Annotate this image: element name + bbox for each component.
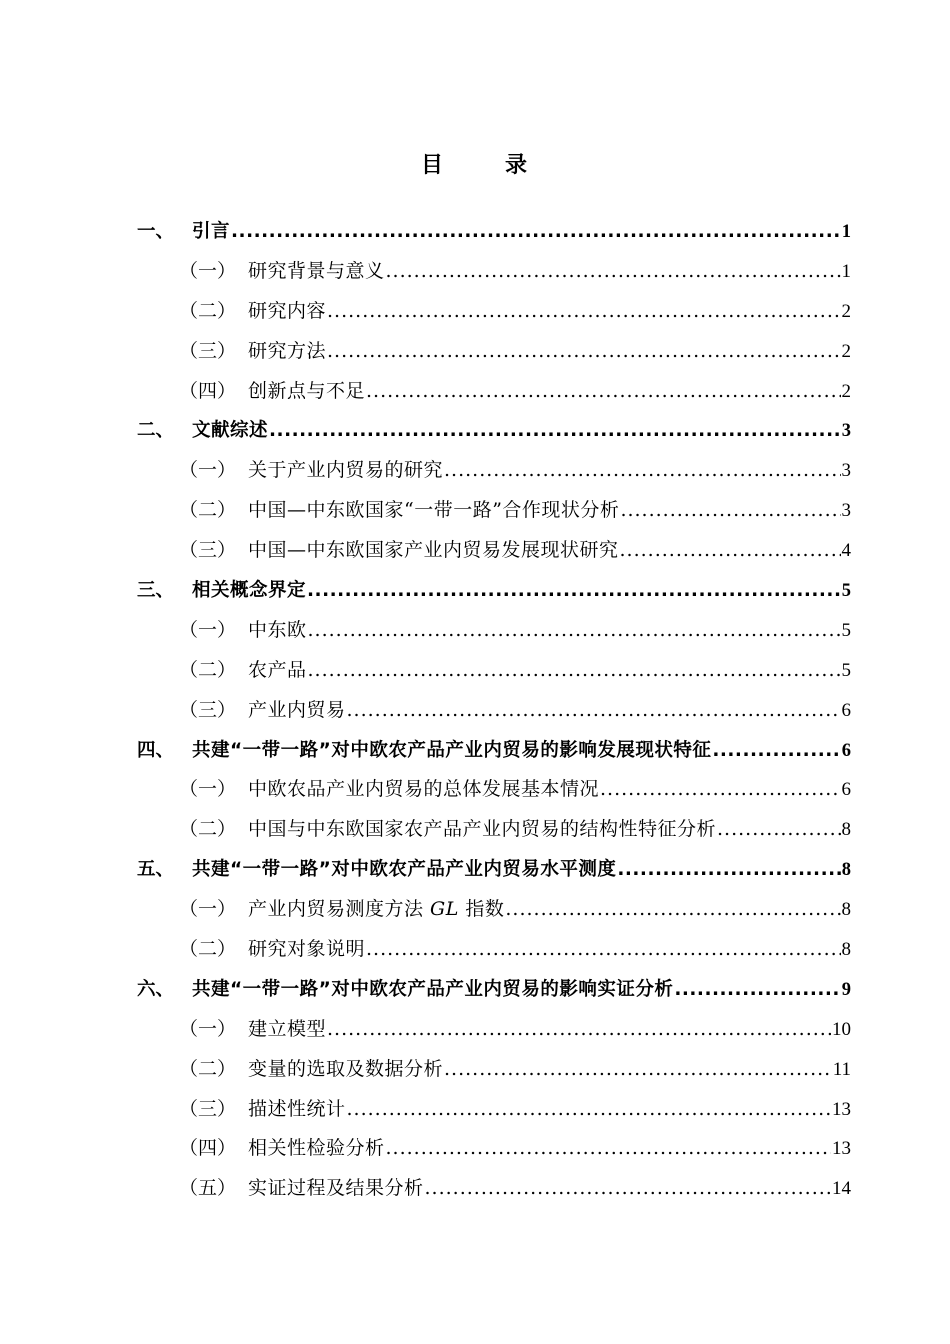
toc-entry-page-number: 5: [841, 619, 851, 641]
toc-entry-page-number: 3: [841, 421, 851, 442]
toc-entry-label: 中国与中东欧国家农产品产业内贸易的结构性特征分析: [248, 818, 717, 841]
toc-entry-label: 中东欧: [248, 618, 307, 641]
dot-leader: [366, 930, 840, 970]
toc-entry-page-number: 8: [841, 939, 851, 961]
toc-entry-page-number: 6: [841, 779, 851, 801]
toc-chapter-entry[interactable]: [137, 731, 851, 771]
toc-entry-page-number: 6: [841, 740, 851, 761]
toc-entry-page-number: 1: [841, 260, 851, 282]
toc-entry-label: 中国—中东欧国家产业内贸易发展现状研究: [248, 539, 619, 562]
toc-entry-number: （三）: [179, 339, 237, 362]
toc-entry-page-number: 11: [832, 1058, 851, 1080]
dot-leader: [444, 1050, 832, 1090]
dot-leader: [308, 611, 841, 651]
dot-leader: [717, 810, 840, 850]
toc-entry-page-number: 8: [841, 819, 851, 841]
dot-leader: [620, 491, 840, 531]
dot-leader: [347, 1090, 831, 1130]
toc-section-entry[interactable]: [137, 810, 851, 850]
toc-entry-page-number: 14: [832, 1178, 851, 1200]
toc-entry-label: 农产品: [248, 658, 307, 681]
toc-section-entry[interactable]: [137, 890, 851, 930]
toc-section-entry[interactable]: [137, 1050, 851, 1090]
toc-entry-page-number: 2: [841, 340, 851, 362]
toc-entry-page-number: 4: [841, 540, 851, 562]
toc-entry-number: （一）: [179, 778, 237, 801]
dot-leader: [712, 731, 840, 771]
toc-section-entry[interactable]: [137, 1169, 851, 1209]
toc-entry-label: 文献综述: [192, 420, 269, 442]
toc-entry-label: 实证过程及结果分析: [248, 1177, 424, 1200]
toc-chapter-entry[interactable]: [137, 970, 851, 1010]
toc-section-entry[interactable]: [137, 491, 851, 531]
dot-leader: [386, 1129, 831, 1169]
toc-section-entry[interactable]: [137, 252, 851, 292]
toc-section-entry[interactable]: [137, 1129, 851, 1169]
toc-entry-number: （一）: [179, 1017, 237, 1040]
toc-entry-page-number: 5: [841, 659, 851, 681]
toc-entry-number: 三、: [137, 580, 175, 602]
dot-leader: [327, 1010, 831, 1050]
toc-section-entry[interactable]: [137, 1090, 851, 1130]
dot-leader: [307, 571, 841, 611]
toc-entry-page-number: 6: [841, 699, 851, 721]
toc-section-entry[interactable]: [137, 770, 851, 810]
toc-entry-number: （二）: [179, 938, 237, 961]
toc-entry-label: 研究对象说明: [248, 938, 366, 961]
dot-leader: [600, 770, 840, 810]
toc-entry-label: 中欧农品产业内贸易的总体发展基本情况: [248, 778, 600, 801]
toc-entry-page-number: 2: [841, 380, 851, 402]
toc-entry-number: （二）: [179, 499, 237, 522]
dot-leader: [444, 451, 840, 491]
dot-leader: [674, 970, 840, 1010]
dot-leader: [425, 1169, 831, 1209]
toc-entry-number: （三）: [179, 698, 237, 721]
toc-entry-label: 共建“一带一路”对中欧农产品产业内贸易水平测度: [192, 859, 617, 881]
toc-entry-number: （二）: [179, 1057, 237, 1080]
toc-chapter-entry[interactable]: [137, 850, 851, 890]
toc-entry-number: （一）: [179, 459, 237, 482]
toc-section-entry[interactable]: [137, 691, 851, 731]
toc-entry-label: 引言: [192, 221, 231, 242]
toc-entry-label: 产业内贸易测度方法 GL 指数: [248, 898, 505, 921]
page-title: [0, 148, 950, 179]
toc-section-entry[interactable]: [137, 451, 851, 491]
toc-entry-number: （四）: [179, 1137, 237, 1160]
toc-entry-label: 中国—中东欧国家“一带一路”合作现状分析: [248, 499, 620, 522]
toc-entry-page-number: 13: [832, 1138, 851, 1160]
toc-entry-number: 二、: [137, 420, 175, 442]
toc-entry-label: 变量的选取及数据分析: [248, 1057, 444, 1080]
toc-section-entry[interactable]: [137, 292, 851, 332]
toc-chapter-entry[interactable]: [137, 411, 851, 451]
toc-entry-label: 相关性检验分析: [248, 1137, 385, 1160]
toc-section-entry[interactable]: [137, 611, 851, 651]
toc-entry-page-number: 8: [841, 899, 851, 921]
toc-entry-number: （二）: [179, 818, 237, 841]
toc-section-entry[interactable]: [137, 930, 851, 970]
toc-entry-page-number: 1: [841, 222, 851, 242]
toc-entry-number: （五）: [179, 1177, 237, 1200]
toc-chapter-entry[interactable]: [137, 212, 851, 252]
title-char-2: 录: [505, 153, 530, 178]
toc-section-entry[interactable]: [137, 651, 851, 691]
toc-entry-number: 六、: [137, 978, 175, 1000]
toc-entry-number: （二）: [179, 299, 237, 322]
toc-entry-page-number: 10: [832, 1018, 851, 1040]
toc-section-entry[interactable]: [137, 332, 851, 372]
table-of-contents: [137, 212, 851, 1209]
toc-entry-label: 研究背景与意义: [248, 259, 385, 282]
title-char-1: 目: [420, 153, 445, 178]
toc-entry-label: 描述性统计: [248, 1097, 346, 1120]
toc-entry-page-number: 8: [841, 860, 851, 881]
dot-leader: [327, 332, 840, 372]
toc-entry-number: 一、: [137, 221, 175, 242]
toc-section-entry[interactable]: [137, 1010, 851, 1050]
dot-leader: [347, 691, 841, 731]
toc-entry-label: 相关概念界定: [192, 580, 307, 602]
toc-section-entry[interactable]: [137, 372, 851, 412]
toc-entry-label: 创新点与不足: [248, 379, 366, 402]
toc-entry-number: （一）: [179, 259, 237, 282]
toc-entry-number: 四、: [137, 739, 175, 761]
toc-chapter-entry[interactable]: [137, 571, 851, 611]
dot-leader: [327, 292, 840, 332]
toc-entry-page-number: 5: [841, 581, 851, 602]
toc-entry-number: （三）: [179, 1097, 237, 1120]
toc-entry-page-number: 3: [841, 500, 851, 522]
toc-entry-label: 共建“一带一路”对中欧农产品产业内贸易的影响发展现状特征: [192, 739, 712, 761]
toc-entry-number: （三）: [179, 539, 237, 562]
dot-leader: [231, 212, 841, 252]
dot-leader: [620, 531, 841, 571]
toc-entry-number: （一）: [179, 618, 237, 641]
toc-entry-page-number: 9: [841, 979, 851, 1000]
dot-leader: [386, 252, 841, 292]
toc-entry-number: （一）: [179, 898, 237, 921]
toc-entry-page-number: 2: [841, 300, 851, 322]
dot-leader: [308, 651, 841, 691]
toc-entry-page-number: 13: [832, 1098, 851, 1120]
toc-entry-number: （四）: [179, 379, 237, 402]
toc-section-entry[interactable]: [137, 531, 851, 571]
dot-leader: [617, 850, 840, 890]
toc-entry-label: 研究方法: [248, 339, 327, 362]
toc-entry-label: 研究内容: [248, 299, 327, 322]
dot-leader: [505, 890, 840, 930]
toc-entry-number: 五、: [137, 859, 175, 881]
toc-entry-number: （二）: [179, 658, 237, 681]
toc-entry-label: 建立模型: [248, 1017, 327, 1040]
toc-entry-label: 关于产业内贸易的研究: [248, 459, 444, 482]
toc-entry-label: 共建“一带一路”对中欧农产品产业内贸易的影响实证分析: [192, 978, 674, 1000]
dot-leader: [269, 411, 841, 451]
toc-entry-label: 产业内贸易: [248, 698, 346, 721]
dot-leader: [366, 372, 840, 412]
toc-entry-page-number: 3: [841, 460, 851, 482]
